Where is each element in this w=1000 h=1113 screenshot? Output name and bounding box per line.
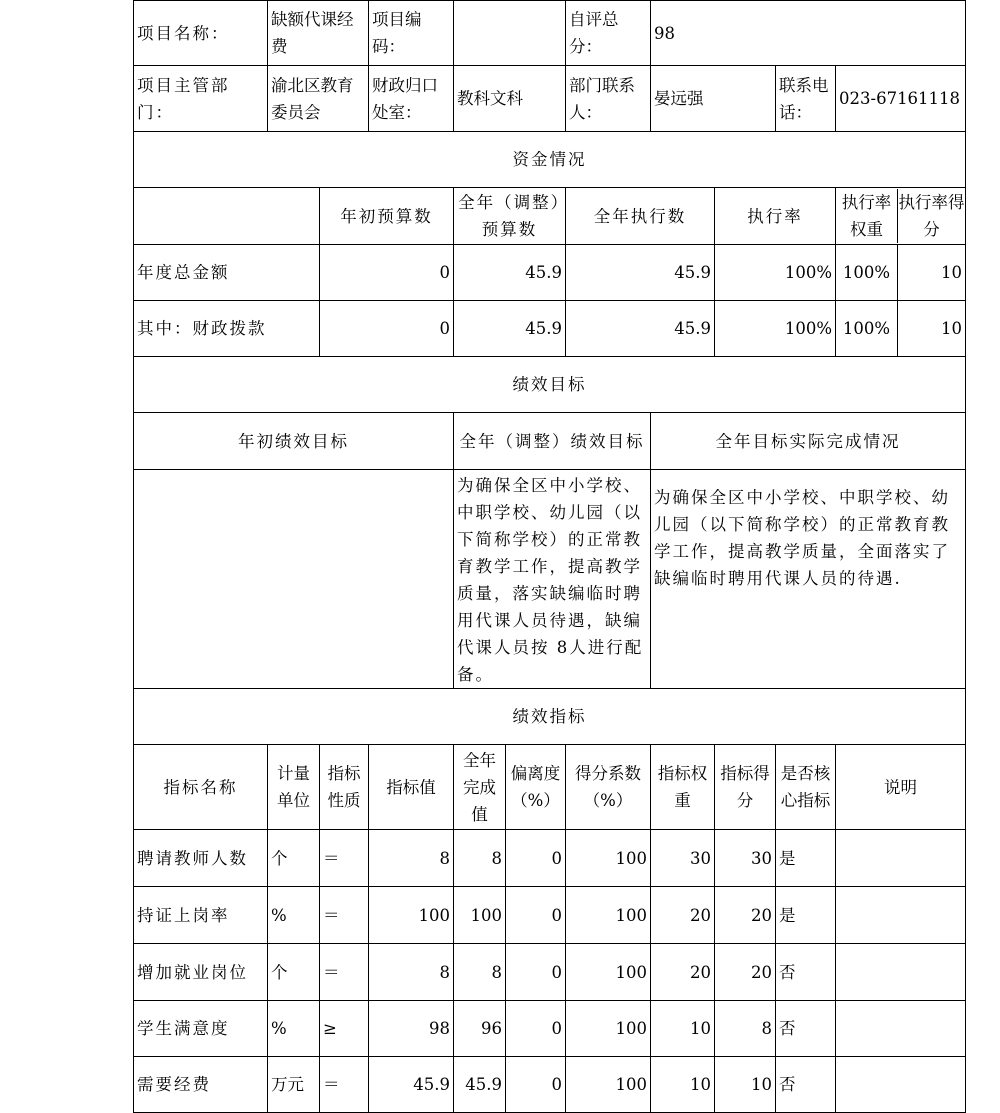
goals-content-row bbox=[134, 470, 966, 689]
indicators-section-title: 绩效指标 bbox=[134, 689, 966, 745]
project-code-label: 项目编码： bbox=[369, 1, 454, 66]
finance-office-value: 教科文科 bbox=[454, 66, 566, 132]
ind-note bbox=[836, 944, 966, 1001]
funds-row-adjusted: 45.9 bbox=[454, 301, 566, 357]
ind-col-actual: 全年完成值 bbox=[454, 745, 506, 830]
ind-note bbox=[836, 887, 966, 944]
ind-score: 10 bbox=[715, 1057, 776, 1113]
ind-core: 是 bbox=[776, 887, 836, 944]
header-row-1 bbox=[134, 1, 966, 66]
ind-coef: 100 bbox=[566, 1057, 651, 1113]
funds-col-weight-score bbox=[836, 188, 966, 245]
ind-deviation: 0 bbox=[506, 887, 566, 944]
funds-row-initial: 0 bbox=[320, 245, 454, 301]
ind-nature: ＝ bbox=[320, 944, 369, 1001]
score-label: 自评总分： bbox=[566, 1, 651, 66]
ind-col-name: 指标名称 bbox=[134, 745, 268, 830]
ind-nature: ＝ bbox=[320, 830, 369, 887]
header-row-2 bbox=[134, 66, 966, 132]
goals-header-row bbox=[134, 413, 966, 470]
ind-unit: % bbox=[268, 887, 320, 944]
ind-weight: 20 bbox=[651, 887, 715, 944]
indicator-row bbox=[134, 944, 966, 1001]
funds-row bbox=[134, 245, 966, 301]
ind-score: 20 bbox=[715, 887, 776, 944]
funds-row-score: 10 bbox=[941, 319, 962, 338]
goals-initial-text bbox=[134, 470, 454, 689]
indicator-row bbox=[134, 830, 966, 887]
funds-row-rate: 100% bbox=[715, 245, 836, 301]
ind-deviation: 0 bbox=[506, 944, 566, 1001]
goals-section-row bbox=[134, 357, 966, 413]
funds-row-executed: 45.9 bbox=[566, 245, 715, 301]
funds-col-score: 执行率得分 bbox=[898, 193, 965, 239]
ind-col-unit: 计量单位 bbox=[268, 745, 320, 830]
ind-weight: 10 bbox=[651, 1001, 715, 1057]
ind-coef: 100 bbox=[566, 944, 651, 1001]
phone-value: 023-67161118 bbox=[836, 66, 966, 132]
ind-actual: 45.9 bbox=[454, 1057, 506, 1113]
ind-actual: 100 bbox=[454, 887, 506, 944]
ind-coef: 100 bbox=[566, 830, 651, 887]
indicator-row bbox=[134, 1001, 966, 1057]
goals-col-initial: 年初绩效目标 bbox=[134, 413, 454, 470]
funds-row-adjusted: 45.9 bbox=[454, 245, 566, 301]
ind-unit: % bbox=[268, 1001, 320, 1057]
funds-row-rate: 100% bbox=[715, 301, 836, 357]
ind-col-deviation: 偏离度（%） bbox=[506, 745, 566, 830]
funds-row-weight: 100% bbox=[836, 301, 898, 356]
dept-label: 项目主管部门： bbox=[134, 66, 268, 132]
funds-col-adjusted: 全年（调整）预算数 bbox=[454, 188, 566, 245]
ind-note bbox=[836, 1001, 966, 1057]
dept-value: 渝北区教育委员会 bbox=[268, 66, 369, 132]
ind-unit: 个 bbox=[268, 944, 320, 1001]
ind-target: 100 bbox=[369, 887, 454, 944]
ind-target: 98 bbox=[369, 1001, 454, 1057]
ind-deviation: 0 bbox=[506, 1057, 566, 1113]
ind-score: 20 bbox=[715, 944, 776, 1001]
goals-actual-text: 为确保全区中小学校、中职学校、幼儿园（以下简称学校）的正常教育教学工作，提高教学质量，全面落实了缺编临时聘用代课人员的待遇. bbox=[651, 470, 966, 689]
project-name-value: 缺额代课经费 bbox=[268, 1, 369, 66]
project-name-label: 项目名称： bbox=[134, 1, 268, 66]
goals-col-actual: 全年目标实际完成情况 bbox=[651, 413, 966, 470]
ind-core: 是 bbox=[776, 830, 836, 887]
ind-col-score: 指标得分 bbox=[715, 745, 776, 830]
funds-col-rate: 执行率 bbox=[715, 188, 836, 245]
ind-col-note: 说明 bbox=[836, 745, 966, 830]
goals-adjusted-text: 为确保全区中小学校、中职学校、幼儿园（以下简称学校）的正常教育教学工作，提高教学质量，落实缺编临时聘用代课人员待遇，缺编代课人员按 8人进行配备。 bbox=[454, 470, 651, 689]
funds-row bbox=[134, 301, 966, 357]
funds-col-weight: 执行率权重 bbox=[836, 189, 898, 243]
ind-deviation: 0 bbox=[506, 830, 566, 887]
ind-target: 8 bbox=[369, 830, 454, 887]
indicator-row bbox=[134, 887, 966, 944]
funds-row-score: 10 bbox=[941, 263, 962, 282]
indicator-row bbox=[134, 1057, 966, 1113]
ind-coef: 100 bbox=[566, 1001, 651, 1057]
funds-col-executed: 全年执行数 bbox=[566, 188, 715, 245]
ind-core: 否 bbox=[776, 1001, 836, 1057]
funds-row-name: 年度总金额 bbox=[134, 245, 320, 301]
ind-deviation: 0 bbox=[506, 1001, 566, 1057]
ind-core: 否 bbox=[776, 944, 836, 1001]
ind-score: 30 bbox=[715, 830, 776, 887]
ind-col-nature: 指标性质 bbox=[320, 745, 369, 830]
ind-weight: 10 bbox=[651, 1057, 715, 1113]
funds-row-weight-score bbox=[836, 245, 966, 301]
ind-name: 需要经费 bbox=[134, 1057, 268, 1113]
ind-target: 8 bbox=[369, 944, 454, 1001]
funds-col-initial: 年初预算数 bbox=[320, 188, 454, 245]
funds-row-weight: 100% bbox=[836, 245, 898, 300]
ind-col-core: 是否核心指标 bbox=[776, 745, 836, 830]
goals-col-adjusted: 全年（调整）绩效目标 bbox=[454, 413, 651, 470]
project-code-value bbox=[454, 1, 566, 66]
score-value: 98 bbox=[651, 1, 966, 66]
ind-unit: 万元 bbox=[268, 1057, 320, 1113]
contact-label: 部门联系人： bbox=[566, 66, 651, 132]
ind-coef: 100 bbox=[566, 887, 651, 944]
funds-header-blank bbox=[134, 188, 320, 245]
ind-actual: 8 bbox=[454, 830, 506, 887]
ind-nature: ＝ bbox=[320, 1057, 369, 1113]
indicators-header-row bbox=[134, 745, 966, 830]
funds-section-title: 资金情况 bbox=[134, 132, 966, 188]
ind-weight: 30 bbox=[651, 830, 715, 887]
ind-nature: ＝ bbox=[320, 887, 369, 944]
funds-section-row bbox=[134, 132, 966, 188]
funds-row-executed: 45.9 bbox=[566, 301, 715, 357]
ind-actual: 96 bbox=[454, 1001, 506, 1057]
funds-row-weight-score bbox=[836, 301, 966, 357]
phone-label: 联系电话： bbox=[776, 66, 836, 132]
finance-office-label: 财政归口处室： bbox=[369, 66, 454, 132]
ind-weight: 20 bbox=[651, 944, 715, 1001]
ind-nature: ≥ bbox=[320, 1001, 369, 1057]
ind-core: 否 bbox=[776, 1057, 836, 1113]
ind-target: 45.9 bbox=[369, 1057, 454, 1113]
ind-score: 8 bbox=[715, 1001, 776, 1057]
ind-name: 学生满意度 bbox=[134, 1001, 268, 1057]
indicators-section-row bbox=[134, 689, 966, 745]
ind-note bbox=[836, 1057, 966, 1113]
ind-name: 持证上岗率 bbox=[134, 887, 268, 944]
funds-row-name: 其中：财政拨款 bbox=[134, 301, 320, 357]
funds-row-initial: 0 bbox=[320, 301, 454, 357]
ind-note bbox=[836, 830, 966, 887]
ind-unit: 个 bbox=[268, 830, 320, 887]
goals-section-title: 绩效目标 bbox=[134, 357, 966, 413]
ind-col-target: 指标值 bbox=[369, 745, 454, 830]
ind-col-weight: 指标权重 bbox=[651, 745, 715, 830]
ind-name: 增加就业岗位 bbox=[134, 944, 268, 1001]
ind-col-coef: 得分系数（%） bbox=[566, 745, 651, 830]
ind-actual: 8 bbox=[454, 944, 506, 1001]
ind-name: 聘请教师人数 bbox=[134, 830, 268, 887]
contact-value: 晏远强 bbox=[651, 66, 776, 132]
performance-self-evaluation-table bbox=[133, 0, 966, 1113]
funds-header-row bbox=[134, 188, 966, 245]
